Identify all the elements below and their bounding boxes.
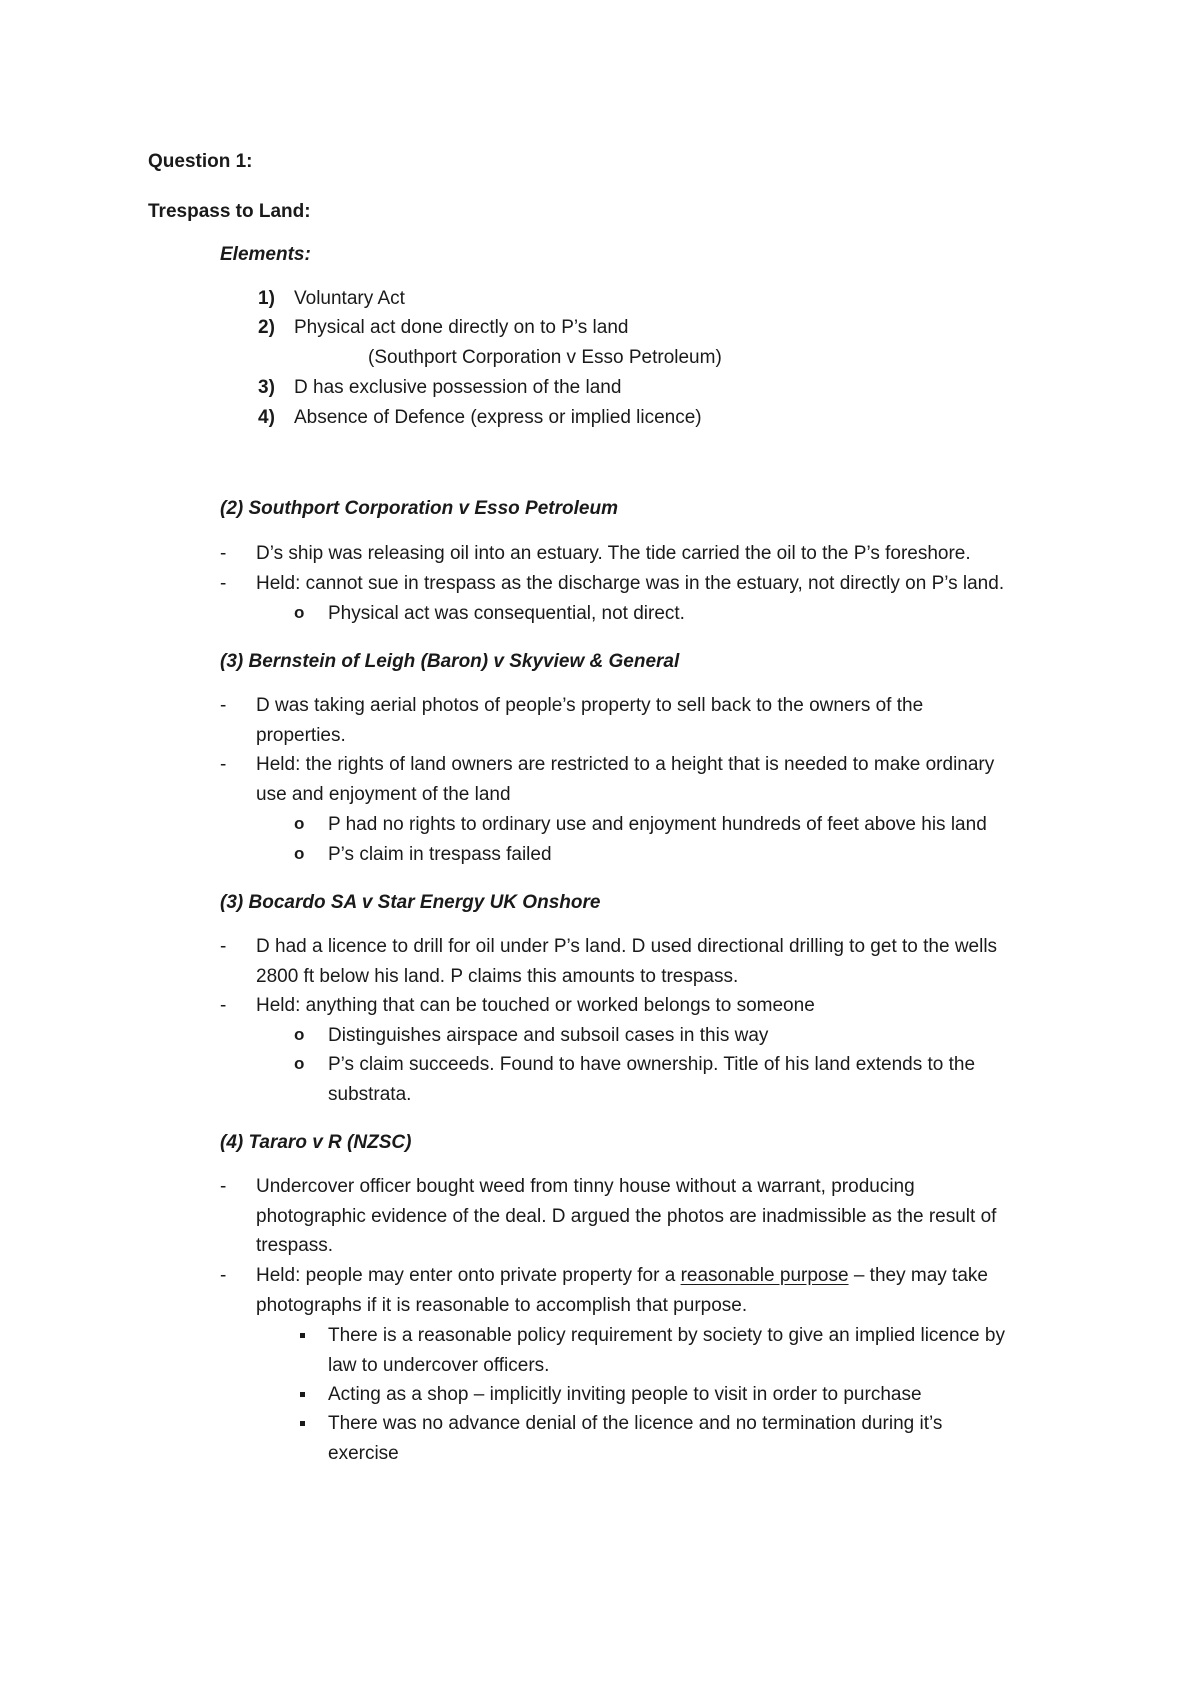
list-number: 3)	[258, 377, 275, 398]
circle-bullet: o	[294, 603, 305, 622]
case-held-cont: photographs if it is reasonable to accomplish that purpose.	[256, 1295, 748, 1316]
case-sub-point-cont: exercise	[328, 1443, 399, 1464]
case-title-southport: (2) Southport Corporation v Esso Petroleum	[220, 498, 618, 519]
circle-bullet: o	[294, 1054, 305, 1073]
case-sub-point: Physical act was consequential, not direct.	[328, 603, 685, 624]
dash-bullet: -	[220, 936, 227, 957]
circle-bullet: o	[294, 814, 305, 833]
case-held	[256, 1266, 988, 1285]
case-sub-point: There was no advance denial of the licence and no termination during it’s	[328, 1413, 943, 1434]
case-facts-cont: properties.	[256, 725, 346, 746]
dash-bullet: -	[220, 754, 227, 775]
case-sub-point: P had no rights to ordinary use and enjoyment hundreds of feet above his land	[328, 814, 987, 835]
case-title-bocardo: (3) Bocardo SA v Star Energy UK Onshore	[220, 892, 601, 913]
case-held-cont: use and enjoyment of the land	[256, 784, 511, 805]
case-title-tararo: (4) Tararo v R (NZSC)	[220, 1132, 412, 1153]
dash-bullet: -	[220, 573, 227, 594]
case-held: Held: anything that can be touched or worked belongs to someone	[256, 995, 815, 1016]
dash-bullet: -	[220, 1265, 227, 1286]
dash-bullet: -	[220, 1176, 227, 1197]
held-text-post: – they may take	[848, 1265, 988, 1286]
dash-bullet: -	[220, 695, 227, 716]
case-facts: D had a licence to drill for oil under P’s land. D used directional drilling to get to the wells	[256, 936, 998, 957]
case-facts-cont: photographic evidence of the deal. D argued the photos are inadmissible as the result of	[256, 1206, 997, 1227]
list-number: 2)	[258, 317, 275, 338]
list-item: D has exclusive possession of the land	[294, 377, 622, 398]
case-facts-cont: trespass.	[256, 1235, 334, 1256]
case-sub-point-cont: law to undercover officers.	[328, 1355, 550, 1376]
case-sub-point: There is a reasonable policy requirement by society to give an implied licence by	[328, 1325, 1005, 1346]
case-held: Held: the rights of land owners are restricted to a height that is needed to make ordinary	[256, 754, 995, 775]
case-facts-cont: 2800 ft below his land. P claims this amounts to trespass.	[256, 966, 739, 987]
elements-heading: Elements:	[220, 244, 311, 265]
case-sub-point-cont: substrata.	[328, 1084, 412, 1105]
topic-heading: Trespass to Land:	[148, 201, 311, 222]
list-item: Physical act done directly on to P’s land	[294, 317, 629, 338]
dash-bullet: -	[220, 995, 227, 1016]
case-sub-point: P’s claim succeeds. Found to have ownership. Title of his land extends to the	[328, 1054, 976, 1075]
case-sub-point: Distinguishes airspace and subsoil cases in this way	[328, 1025, 769, 1046]
case-title-bernstein: (3) Bernstein of Leigh (Baron) v Skyview & General	[220, 651, 680, 672]
case-held: Held: cannot sue in trespass as the discharge was in the estuary, not directly on P’s land.	[256, 573, 1005, 594]
case-facts: D was taking aerial photos of people’s property to sell back to the owners of the	[256, 695, 924, 716]
square-bullet-icon	[300, 1333, 305, 1338]
case-sub-point: P’s claim in trespass failed	[328, 844, 552, 865]
list-number: 1)	[258, 288, 275, 309]
circle-bullet: o	[294, 1025, 305, 1044]
list-item-citation: (Southport Corporation v Esso Petroleum)	[368, 347, 722, 368]
case-sub-point: Acting as a shop – implicitly inviting people to visit in order to purchase	[328, 1384, 922, 1405]
case-facts: D’s ship was releasing oil into an estuary. The tide carried the oil to the P’s foreshore.	[256, 543, 971, 564]
list-item: Voluntary Act	[294, 288, 405, 309]
square-bullet-icon	[300, 1421, 305, 1426]
held-text-pre: Held: people may enter onto private property for a	[256, 1265, 681, 1286]
dash-bullet: -	[220, 543, 227, 564]
case-facts: Undercover officer bought weed from tinny house without a warrant, producing	[256, 1176, 915, 1197]
held-text-underlined: reasonable purpose	[680, 1265, 849, 1286]
list-number: 4)	[258, 407, 275, 428]
question-heading: Question 1:	[148, 151, 253, 172]
circle-bullet: o	[294, 844, 305, 863]
list-item: Absence of Defence (express or implied licence)	[294, 407, 702, 428]
square-bullet-icon	[300, 1392, 305, 1397]
